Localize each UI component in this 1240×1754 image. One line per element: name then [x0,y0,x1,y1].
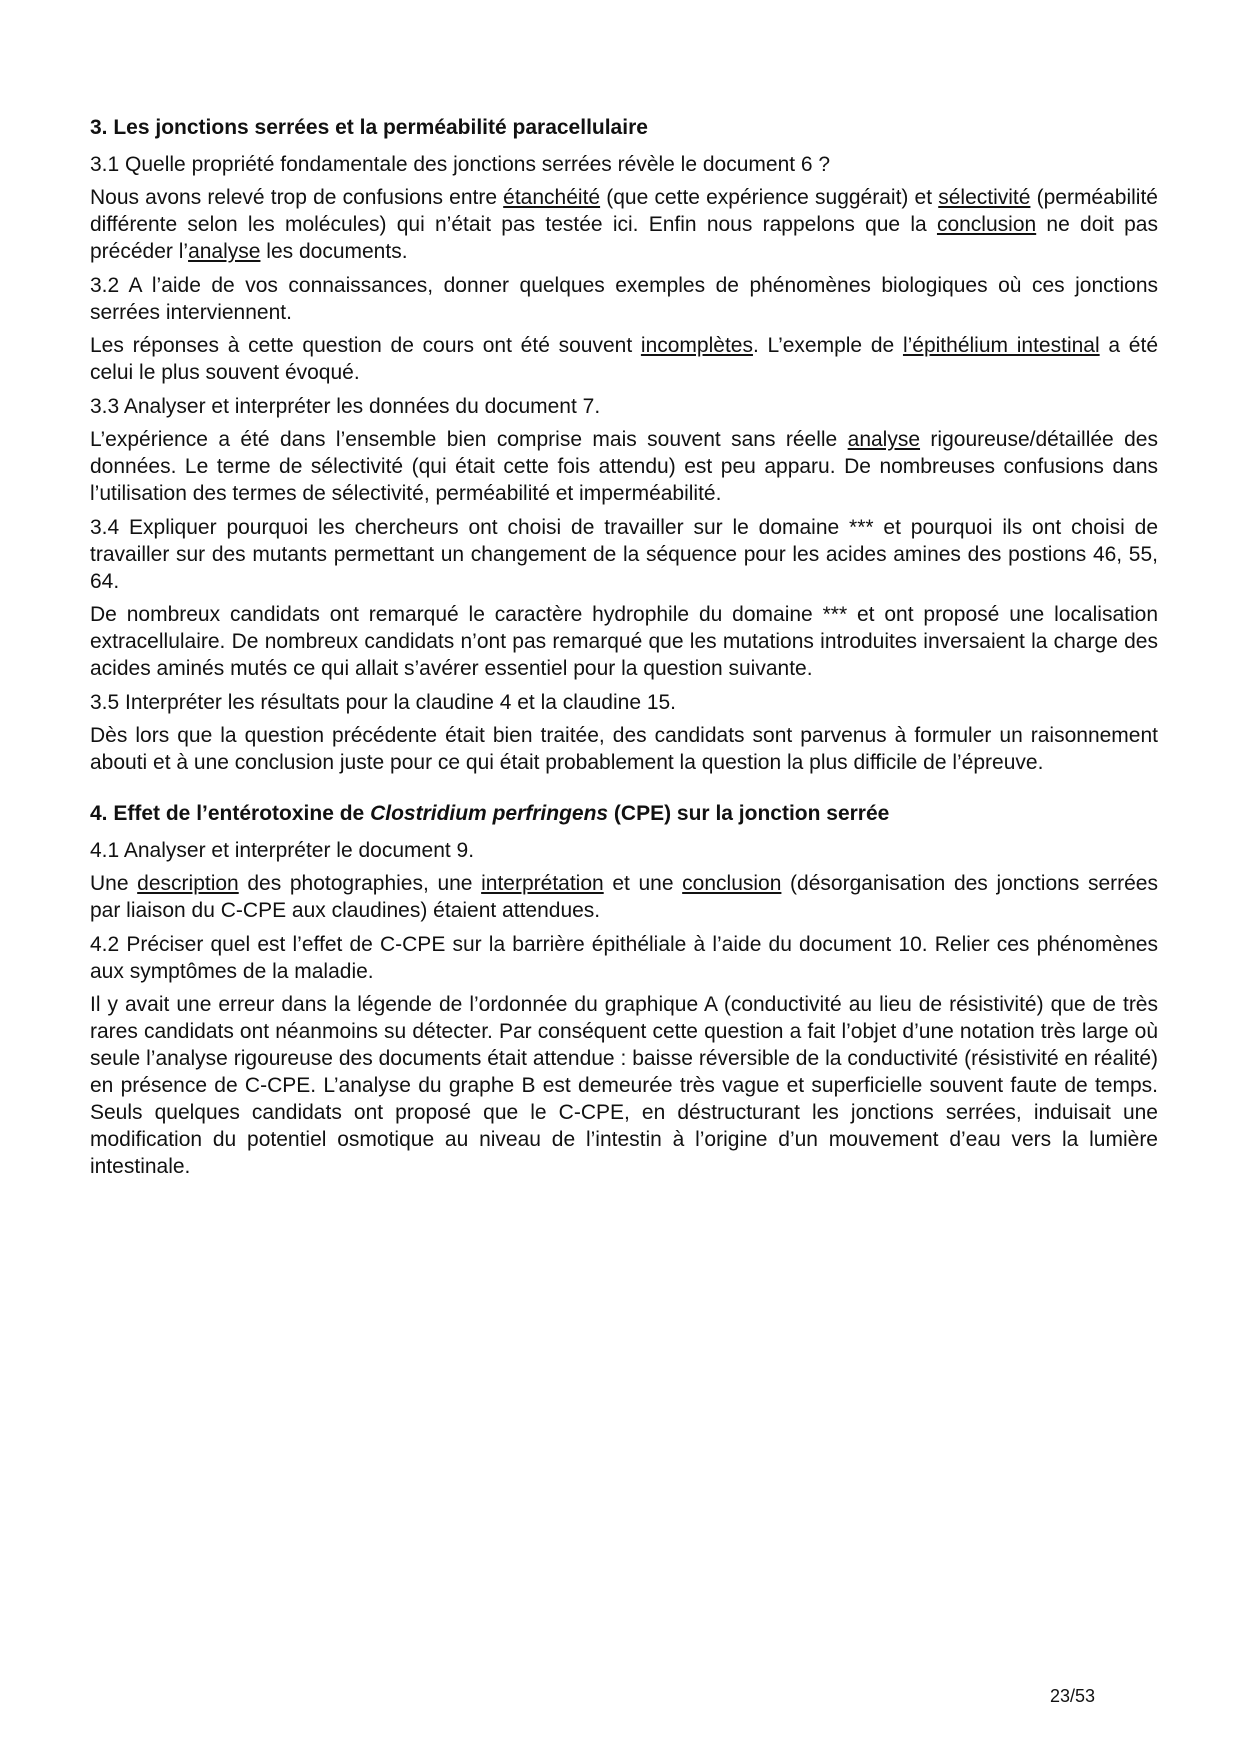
answer-3-4: De nombreux candidats ont remarqué le caractère hydrophile du domaine *** et ont proposé une localisation extracellulaire. De nombreux candidats n’ont pas remarqué que les mutations introduites inversaient la charge des acides aminés mutés ce qui allait s’avérer essentiel pour la question suivante. [90,603,1158,680]
answer-3-5: Dès lors que la question précédente était bien traitée, des candidats sont parvenus à formuler un raisonnement abouti et à une conclusion juste pour ce qui était probablement la question la plus difficile de l’épreuve. [90,724,1158,774]
page-content [90,114,1158,1187]
section-3-heading: 3. Les jonctions serrées et la perméabilité paracellulaire [90,116,648,139]
answer-4-2: Il y avait une erreur dans la légende de l’ordonnée du graphique A (conductivité au lieu de résistivité) que de très rares candidats ont néanmoins su détecter. Par conséquent cette question a fait l’objet d’une notation très large où seule l’analyse rigoureuse des documents était attendue : baisse réversible de la conductivité (résistivité en réalité) en présence de C-CPE. L’analyse du graphe B est demeurée très vague et superficielle souvent faute de temps. Seuls quelques candidats ont proposé que le C-CPE, en déstructurant les jonctions serrées, induisait une modification du potentiel osmotique au niveau de l’intestin à l’origine d’un mouvement d’eau vers la lumière intestinale. [90,993,1158,1178]
answer-3-3: L’expérience a été dans l’ensemble bien comprise mais souvent sans réelle analyse rigoureuse/détaillée des données. Le terme de sélectivité (qui était cette fois attendu) est peu apparu. De nombreuses confusions dans l’utilisation des termes de sélectivité, perméabilité et imperméabilité. [90,428,1158,505]
question-4-2: 4.2 Préciser quel est l’effet de C-CPE sur la barrière épithéliale à l’aide du document 10. Relier ces phénomènes aux symptômes de la maladie. [90,933,1158,983]
page-number: 23/53 [1050,1686,1096,1706]
answer-4-1: Une description des photographies, une interprétation et une conclusion (désorganisation des jonctions serrées par liaison du C-CPE aux claudines) étaient attendues. [90,872,1158,922]
question-3-2: 3.2 A l’aide de vos connaissances, donner quelques exemples de phénomènes biologiques où ces jonctions serrées interviennent. [90,274,1158,324]
section-4-heading: 4. Effet de l’entérotoxine de Clostridium perfringens (CPE) sur la jonction serrée [90,802,890,825]
question-3-1: 3.1 Quelle propriété fondamentale des jonctions serrées révèle le document 6 ? [90,153,831,176]
answer-3-2: Les réponses à cette question de cours ont été souvent incomplètes. L’exemple de l’épithélium intestinal a été celui le plus souvent évoqué. [90,334,1158,384]
answer-3-1: Nous avons relevé trop de confusions entre étanchéité (que cette expérience suggérait) et sélectivité (perméabilité différente selon les molécules) qui n’était pas testée ici. Enfin nous rappelons que la conclusion ne doit pas précéder l’analyse les documents. [90,186,1158,263]
question-3-3: 3.3 Analyser et interpréter les données du document 7. [90,395,601,418]
question-4-1: 4.1 Analyser et interpréter le document 9. [90,839,475,862]
question-3-4: 3.4 Expliquer pourquoi les chercheurs ont choisi de travailler sur le domaine *** et pourquoi ils ont choisi de travailler sur des mutants permettant un changement de la séquence pour les acides amines des postions 46, 55, 64. [90,516,1158,593]
question-3-5: 3.5 Interpréter les résultats pour la claudine 4 et la claudine 15. [90,691,677,714]
